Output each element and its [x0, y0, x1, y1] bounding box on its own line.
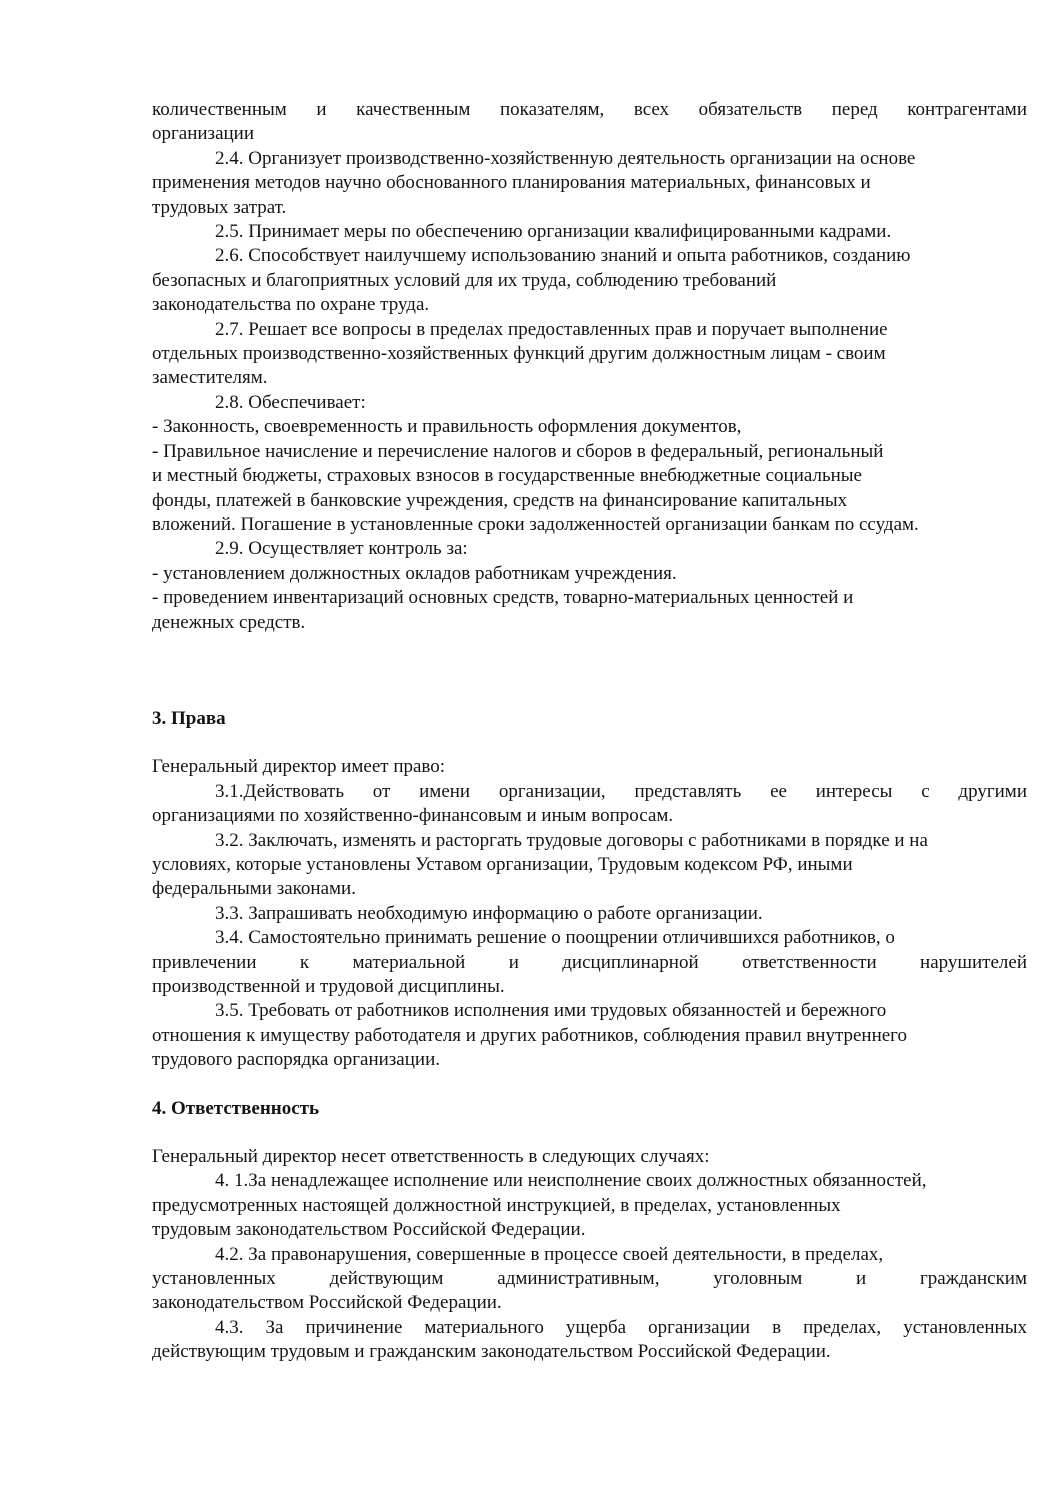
paragraph-2-6 — [152, 244, 1027, 317]
paragraph-2-7 — [152, 318, 1027, 391]
section-2-continuation — [152, 98, 1027, 635]
text-line: 3.1.Действовать от имени организации, представлять ее интересы с другими — [215, 780, 1027, 802]
section-4-responsibility — [152, 1097, 1027, 1365]
text-line: трудового распорядка организации. — [152, 1049, 440, 1071]
text-line: безопасных и благоприятных условий для их труда, соблюдению требований — [152, 269, 777, 291]
paragraph-3-4 — [152, 926, 1027, 999]
text-line: законодательством Российской Федерации. — [152, 1292, 502, 1314]
spacer — [152, 731, 1027, 755]
text-line: действующим трудовым и гражданским законодательством Российской Федерации. — [152, 1341, 831, 1363]
paragraph-3-1 — [152, 780, 1027, 829]
paragraph-2-9: 2.9. Осуществляет контроль за: — [215, 538, 468, 560]
text-line: предусмотренных настоящей должностной инструкцией, в пределах, установленных — [152, 1194, 841, 1216]
paragraph-4-3 — [152, 1316, 1027, 1365]
text-line: организациями по хозяйственно-финансовым и иным вопросам. — [152, 805, 674, 827]
paragraph-2-5: 2.5. Принимает меры по обеспечению организации квалифицированными кадрами. — [215, 221, 892, 243]
paragraph-2-4 — [152, 147, 1027, 220]
list-item: и местный бюджеты, страховых взносов в государственные внебюджетные социальные — [152, 465, 862, 487]
section-intro: Генеральный директор имеет право: — [152, 756, 446, 778]
text-line: 2.6. Способствует наилучшему использованию знаний и опыта работников, созданию — [215, 245, 911, 267]
text-line: отдельных производственно-хозяйственных функций другим должностным лицам - своим — [152, 343, 886, 365]
text-line: трудовым законодательством Российской Федерации. — [152, 1219, 586, 1241]
text-line: 2.7. Решает все вопросы в пределах предоставленных прав и поручает выполнение — [215, 318, 888, 340]
paragraph-4-2 — [152, 1243, 1027, 1316]
spacer — [152, 1073, 1027, 1097]
text-line: 2.4. Организует производственно-хозяйственную деятельность организации на основе — [215, 147, 916, 169]
text-line: 4.2. За правонарушения, совершенные в процессе своей деятельности, в пределах, — [215, 1243, 884, 1265]
text-line: федеральными законами. — [152, 878, 356, 900]
text-line: отношения к имуществу работодателя и других работников, соблюдения правил внутреннего — [152, 1024, 907, 1046]
paragraph-3-5 — [152, 999, 1027, 1072]
paragraph-2-9-items — [152, 562, 1027, 635]
list-item: - установлением должностных окладов работникам учреждения. — [152, 562, 677, 584]
section-heading: 4. Ответственность — [152, 1097, 320, 1119]
text-line: 3.4. Самостоятельно принимать решение о поощрении отличившихся работников, о — [215, 927, 895, 949]
paragraph-3-3: 3.3. Запрашивать необходимую информацию о работе организации. — [215, 902, 763, 924]
text-line: заместителям. — [152, 367, 268, 389]
list-item: - Законность, своевременность и правильность оформления документов, — [152, 416, 742, 438]
list-item: - проведением инвентаризаций основных средств, товарно-материальных ценностей и — [152, 587, 854, 609]
text-line: количественным и качественным показателям, всех обязательств перед контрагентами — [152, 99, 1027, 120]
text-line: организации — [152, 123, 255, 145]
paragraph-2-8-items — [152, 415, 1027, 537]
text-line: трудовых затрат. — [152, 196, 287, 218]
text-line: применения методов научно обоснованного планирования материальных, финансовых и — [152, 172, 871, 194]
section-3-rights — [152, 707, 1027, 1073]
text-line: 3.2. Заключать, изменять и расторгать трудовые договоры с работниками в порядке и на — [215, 829, 928, 851]
text-line: законодательства по охране труда. — [152, 294, 430, 316]
text-line: привлечении к материальной и дисциплинарной ответственности нарушителей — [152, 951, 1027, 973]
text-line: 3.5. Требовать от работников исполнения ими трудовых обязанностей и бережного — [215, 1000, 887, 1022]
text-line: установленных действующим административным, уголовным и гражданским — [152, 1268, 1027, 1290]
list-item: фонды, платежей в банковские учреждения, средств на финансирование капитальных — [152, 489, 848, 511]
section-heading: 3. Права — [152, 707, 226, 729]
spacer — [152, 635, 1027, 707]
text-line: 4. 1.За ненадлежащее исполнение или неисполнение своих должностных обязанностей, — [215, 1170, 927, 1192]
paragraph-4-1 — [152, 1169, 1027, 1242]
spacer — [152, 1121, 1027, 1145]
list-item: - Правильное начисление и перечисление налогов и сборов в федеральный, региональный — [152, 440, 884, 462]
list-item: вложений. Погашение в установленные сроки задолженностей организации банкам по ссудам. — [152, 513, 919, 535]
paragraph-3-2 — [152, 829, 1027, 902]
list-item: денежных средств. — [152, 611, 306, 633]
text-line: условиях, которые установлены Уставом организации, Трудовым кодексом РФ, иными — [152, 853, 853, 875]
text-line: производственной и трудовой дисциплины. — [152, 976, 505, 997]
section-intro: Генеральный директор несет ответственность в следующих случаях: — [152, 1146, 710, 1168]
text-line: 4.3. За причинение материального ущерба организации в пределах, установленных — [215, 1316, 1027, 1338]
paragraph-2-8: 2.8. Обеспечивает: — [215, 391, 366, 413]
